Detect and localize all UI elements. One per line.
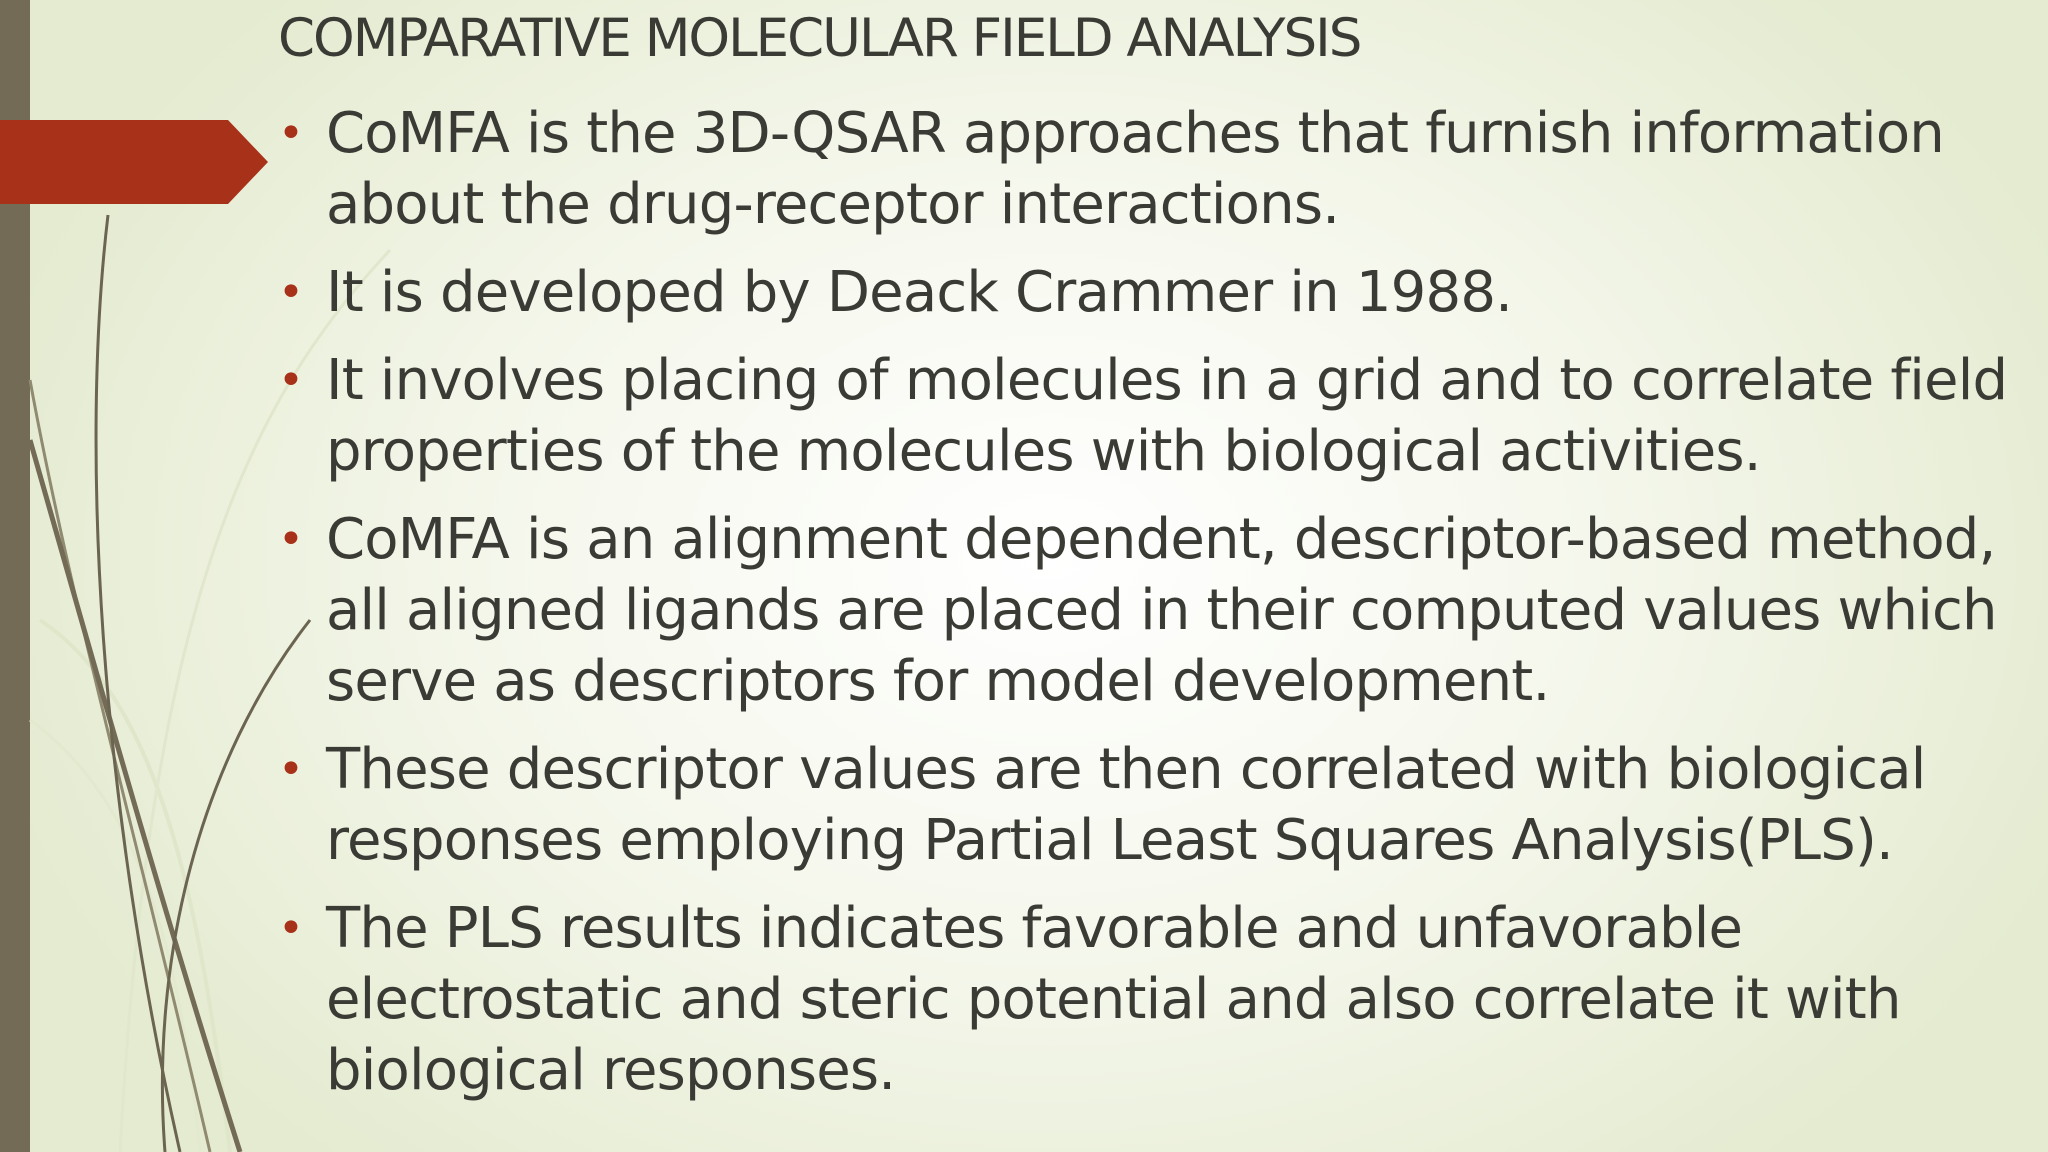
bullet-item: • CoMFA is the 3D-QSAR approaches that furnish information about the drug-receptor interactions. bbox=[278, 98, 2038, 240]
bullet-item: • The PLS results indicates favorable and unfavorable electrostatic and steric potential and also correlate it with biological responses. bbox=[278, 893, 2038, 1106]
bullet-item: • It is developed by Deack Crammer in 1988. bbox=[278, 257, 2038, 328]
faint-curve-1 bbox=[40, 620, 230, 1152]
slide-title: COMPARATIVE MOLECULAR FIELD ANALYSIS bbox=[278, 8, 1361, 69]
curve-4 bbox=[30, 380, 210, 1152]
bullet-item: • These descriptor values are then correlated with biological responses employing Partial Least Squares Analysis(PLS). bbox=[278, 734, 2038, 876]
bullet-list bbox=[278, 98, 2038, 1123]
curve-6 bbox=[96, 215, 180, 1152]
curve-5 bbox=[30, 440, 240, 1152]
bullet-item: • CoMFA is an alignment dependent, descriptor-based method, all aligned ligands are placed in their computed values which serve as descriptors for model development. bbox=[278, 504, 2038, 717]
red-arrow-banner bbox=[0, 120, 268, 204]
bullet-item: • It involves placing of molecules in a grid and to correlate field properties of the molecules with biological activities. bbox=[278, 345, 2038, 487]
